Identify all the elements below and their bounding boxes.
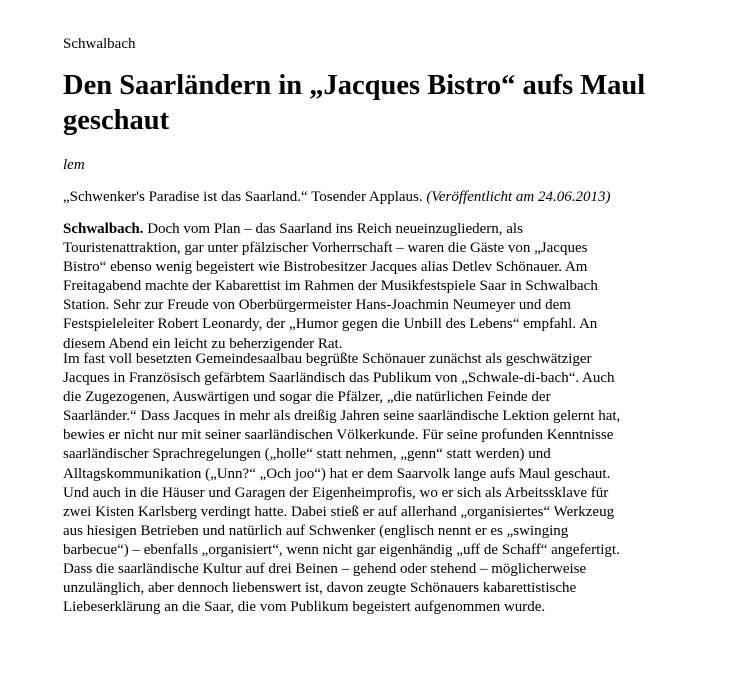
paragraph-line: Station. Sehr zur Freude von Oberbürgermeister Hans-Joachmin Neumeyer und dem: [63, 297, 571, 314]
paragraph-text: Doch vom Plan – das Saarland ins Reich neueinzugliedern, als: [143, 221, 523, 237]
paragraph-line: Und auch in die Häuser und Garagen der Eigenheimprofis, wo er sich als Arbeitssklave für: [63, 484, 609, 501]
paragraph-line: aus hiesigen Betrieben und natürlich auf Schwenker (englisch nennt er es „swinging: [63, 522, 569, 539]
teaser-text: „Schwenker's Paradise ist das Saarland.“ Tosender Applaus.: [63, 189, 427, 205]
paragraph-line: zwei Kisten Karlsberg verdingt hatte. Dabei stieß er auf allerhand „organisiertes“ Werkzeug: [63, 503, 615, 520]
paragraph-line: Jacques in Französisch gefärbtem Saarländisch das Publikum von „Schwale-di-bach“. Auch: [63, 370, 615, 387]
paragraph-line: barbecue“) – ebenfalls „organisiert“, wenn nicht gar eigenhändig „uff de Schaff“ angefertigt.: [63, 541, 620, 558]
paragraph-line: Saarländer.“ Dass Jacques in mehr als dreißig Jahren seine saarländische Lektion gelernt hat,: [63, 408, 621, 425]
paragraph-line: Touristenattraktion, gar unter pfälzischer Vorherrschaft – waren die Gäste von „Jacques: [63, 240, 588, 257]
paragraph-line: Festspieleleiter Robert Leonardy, der „Humor gegen die Unbill des Lebens“ empfahl. An: [63, 316, 598, 333]
paragraph-line: [63, 220, 683, 239]
article-kicker: Schwalbach: [63, 36, 136, 52]
article-author: lem: [63, 157, 85, 173]
paragraph-line: Im fast voll besetzten Gemeindesaalbau begrüßte Schönauer zunächst als geschwätziger: [63, 351, 592, 367]
article-headline: Den Saarländern in „Jacques Bistro“ aufs Maul geschaut: [63, 70, 646, 136]
paragraph-line: Freitagabend machte der Kabarettist im Rahmen der Musikfestspiele Saar in Schwalbach: [63, 278, 598, 295]
paragraph-line: diesem Abend ein leicht zu beherzigender Rat.: [63, 335, 343, 352]
publication-date: (Veröffentlicht am 24.06.2013): [426, 189, 611, 205]
paragraph-line: Bistro“ ebenso wenig begeistert wie Bistrobesitzer Jacques alias Detlev Schönauer. Am: [63, 259, 588, 276]
paragraph-line: saarländischer Sprachregelungen („holle“ statt nehmen, „genn“ statt werden) und: [63, 446, 551, 463]
article-paragraph-2: [63, 350, 683, 617]
dateline: Schwalbach.: [63, 221, 144, 237]
article-paragraph-1: [63, 220, 683, 354]
paragraph-line: Dass die saarländische Kultur auf drei Beinen – gehend oder stehend – möglicherweise: [63, 561, 587, 578]
paragraph-line: die Zugezogenen, Auswärtigen und sogar die Pfälzer, „die natürlichen Feinde der: [63, 389, 551, 406]
article-teaser: [63, 188, 683, 206]
paragraph-line: unzulänglich, aber dennoch liebenswert ist, davon zeugte Schönauers kabarettistische: [63, 580, 577, 597]
paragraph-line: Alltagskommunikation („Unn?“ „Och joo“) hat er dem Saarvolk lange aufs Maul geschaut.: [63, 465, 611, 482]
paragraph-line: Liebeserklärung an die Saar, die vom Publikum begeistert aufgenommen wurde.: [63, 599, 546, 616]
paragraph-line: bewies er nicht nur mit seiner saarländischen Völkerkunde. Für seine profunden Kenntnisse: [63, 427, 614, 444]
